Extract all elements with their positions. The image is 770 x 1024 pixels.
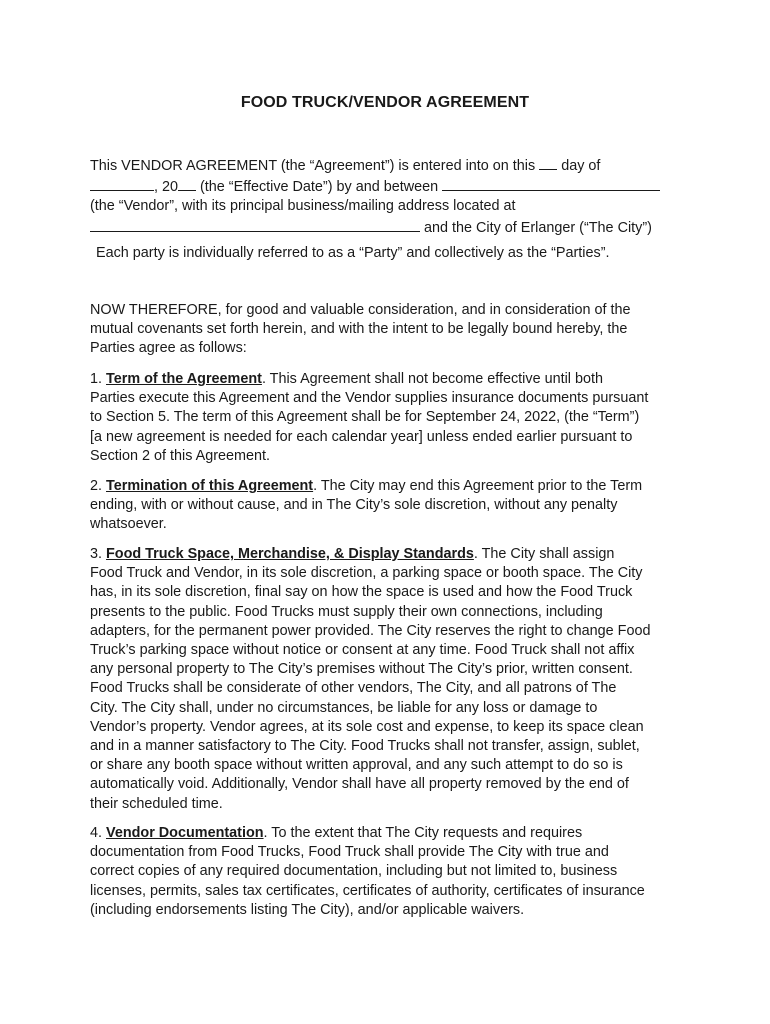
- now-therefore-line: NOW THEREFORE, for good and valuable consideration, and in consideration of the: [90, 302, 631, 318]
- section-line: Truck’s parking space without notice or consent at any time. Food Truck shall not affix: [90, 642, 635, 659]
- section-line: any personal property to The City’s premises without The City’s prior, written consent.: [90, 661, 633, 678]
- section-line: whatsoever.: [90, 516, 167, 533]
- section-line: adapters, for the permanent power provided. The City reserves the right to change Food: [90, 622, 651, 639]
- intro-text-4: and the City of Erlanger (“The City”): [424, 219, 652, 236]
- section-1-first-line: [90, 370, 690, 389]
- intro-line-4: [90, 217, 690, 238]
- intro-paragraph: [90, 155, 690, 238]
- section-line: [a new agreement is needed for each calendar year] unless ended earlier pursuant to: [90, 428, 633, 445]
- section-line: or share any booth space without written approval, and any such attempt to do so is: [90, 757, 623, 774]
- section-text: . This Agreement shall not become effective until both: [261, 371, 603, 387]
- section-line: correct copies of any required documentation, including but not limited to, business: [90, 863, 618, 880]
- section-1: [90, 370, 690, 466]
- section-number: 1.: [90, 371, 103, 387]
- intro-line-2: [90, 176, 690, 197]
- section-2: [90, 477, 690, 535]
- intro-text-2a: , 20: [154, 179, 179, 196]
- section-line: documentation from Food Trucks, Food Truck shall provide The City with true and: [90, 844, 609, 861]
- intro-text-1a: This VENDOR AGREEMENT (the “Agreement”) is entered into on this: [90, 158, 536, 174]
- section-line: City. The City shall, under no circumstances, be liable for any loss or damage to: [90, 699, 598, 716]
- vendor-name-blank: [442, 176, 660, 191]
- section-line: Food Trucks shall be considerate of other vendors, The City, and all patrons of The: [90, 680, 617, 697]
- section-heading: Termination of this Agreement: [106, 478, 314, 494]
- now-therefore-line: mutual covenants set forth herein, and with the intent to be legally bound hereby, the: [90, 321, 628, 338]
- section-4: [90, 824, 690, 920]
- section-line: ending, with or without cause, and in The City’s sole discretion, without any penalty: [90, 497, 618, 514]
- section-2-first-line: [90, 477, 690, 496]
- section-text: . The City shall assign: [473, 546, 615, 562]
- section-line: Vendor’s property. Vendor agrees, at its sole cost and expense, to keep its space clean: [90, 718, 644, 735]
- section-heading: Term of the Agreement: [106, 371, 262, 387]
- section-line: (including endorsements listing The City), and/or applicable waivers.: [90, 901, 525, 918]
- section-line: Parties execute this Agreement and the Vendor supplies insurance documents pursuant: [90, 390, 649, 407]
- section-text: . The City may end this Agreement prior to the Term: [313, 478, 643, 494]
- year-blank: [178, 176, 196, 191]
- section-line: licenses, permits, sales tax certificates, certificates of authority, certificates of insurance: [90, 882, 645, 899]
- intro-line-1: [90, 155, 690, 176]
- now-therefore-line: Parties agree as follows:: [90, 340, 247, 357]
- party-definition-text: Each party is individually referred to as a “Party” and collectively as the “Parties”.: [96, 245, 610, 261]
- intro-text-2b: (the “Effective Date”) by and between: [200, 179, 439, 196]
- section-3-first-line: [90, 545, 690, 564]
- section-line: and in a manner satisfactory to The City. Food Trucks shall not transfer, assign, sublet,: [90, 738, 640, 755]
- section-3: [90, 545, 690, 814]
- section-line: automatically void. Additionally, Vendor shall have all property removed by the end of: [90, 776, 629, 793]
- now-therefore-paragraph: [90, 301, 690, 359]
- section-text: . To the extent that The City requests and requires: [263, 825, 583, 841]
- section-heading: Vendor Documentation: [106, 825, 264, 841]
- intro-text-1b: day of: [561, 158, 601, 174]
- party-definition: [96, 244, 696, 263]
- day-blank: [539, 155, 557, 170]
- section-line: Food Truck and Vendor, in its sole discretion, a parking space or booth space. The City: [90, 565, 643, 582]
- section-4-first-line: [90, 824, 690, 843]
- section-heading: Food Truck Space, Merchandise, & Display Standards: [106, 546, 474, 562]
- section-line: has, in its sole discretion, final say on how the space is used and how the Food Truck: [90, 584, 633, 601]
- section-line: Section 2 of this Agreement.: [90, 447, 270, 464]
- section-number: 2.: [90, 478, 103, 494]
- document-title: FOOD TRUCK/VENDOR AGREEMENT: [240, 94, 530, 111]
- section-line: their scheduled time.: [90, 795, 223, 812]
- section-number: 4.: [90, 825, 103, 841]
- section-line: presents to the public. Food Trucks must supply their own connections, including: [90, 603, 603, 620]
- address-blank: [90, 217, 420, 232]
- section-number: 3.: [90, 546, 103, 562]
- intro-line-3: (the “Vendor”, with its principal business/mailing address located at: [90, 198, 516, 215]
- month-blank: [90, 176, 154, 191]
- section-line: to Section 5. The term of this Agreement shall be for September 24, 2022, (the “Term”): [90, 409, 640, 426]
